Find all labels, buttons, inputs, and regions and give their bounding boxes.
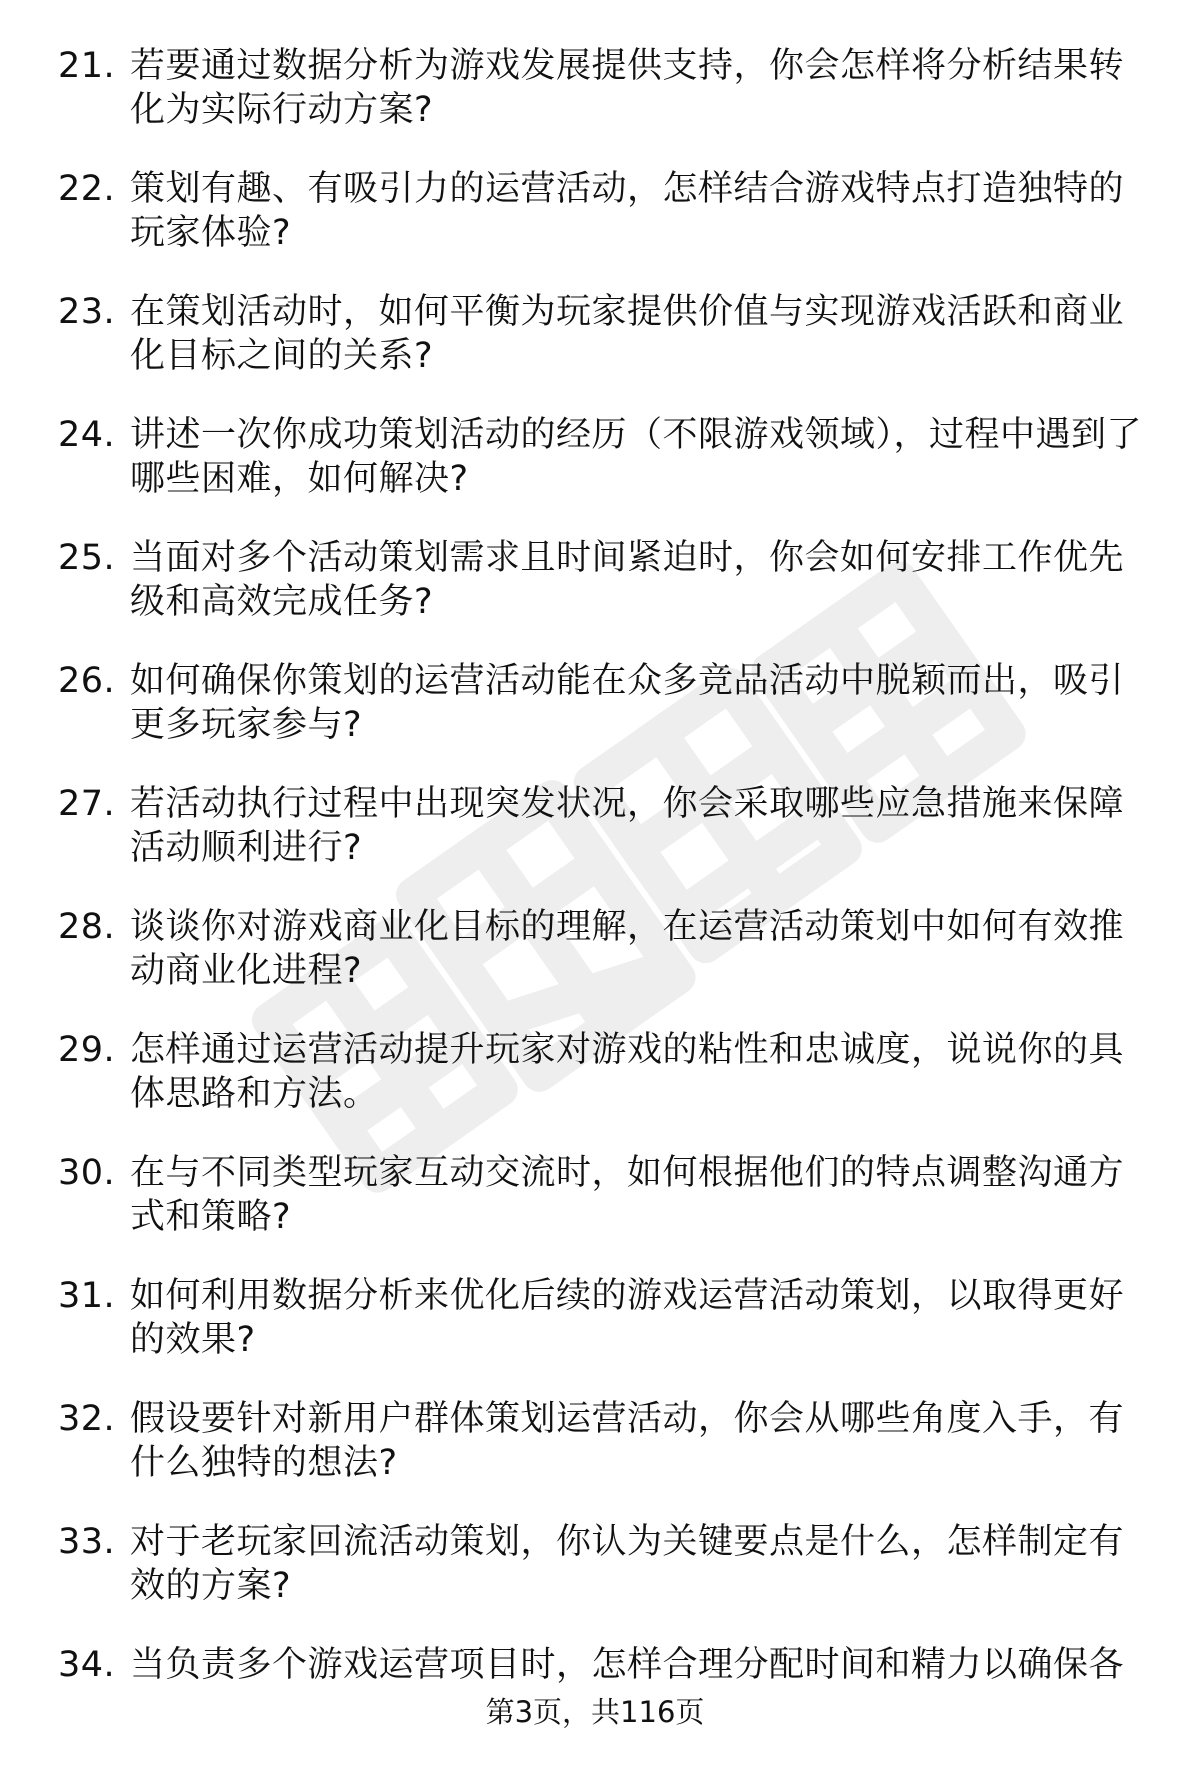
question-text: 如何确保你策划的运营活动能在众多竞品活动中脱颖而出，吸引更多玩家参与? <box>130 661 1125 745</box>
question-text: 谈谈你对游戏商业化目标的理解，在运营活动策划中如何有效推动商业化进程? <box>130 907 1125 991</box>
question-number: 22. <box>58 169 116 209</box>
question-text: 在与不同类型玩家互动交流时，如何根据他们的特点调整沟通方式和策略? <box>130 1153 1125 1237</box>
question-number: 21. <box>58 46 116 86</box>
question-text: 在策划活动时，如何平衡为玩家提供价值与实现游戏活跃和商业化目标之间的关系? <box>130 292 1125 376</box>
list-item <box>58 167 1148 255</box>
question-number: 25. <box>58 538 116 578</box>
list-item <box>58 1520 1148 1608</box>
question-text: 若活动执行过程中出现突发状况，你会采取哪些应急措施来保障活动顺利进行? <box>130 784 1125 868</box>
list-item <box>58 413 1148 501</box>
question-text: 对于老玩家回流活动策划，你认为关键要点是什么，怎样制定有效的方案? <box>130 1522 1125 1606</box>
question-number: 32. <box>58 1399 116 1439</box>
list-item <box>58 659 1148 747</box>
question-text: 若要通过数据分析为游戏发展提供支持，你会怎样将分析结果转化为实际行动方案? <box>130 46 1125 130</box>
question-text: 如何利用数据分析来优化后续的游戏运营活动策划，以取得更好的效果? <box>130 1276 1125 1360</box>
list-item <box>58 44 1148 132</box>
list-item <box>58 1151 1148 1239</box>
list-item <box>58 536 1148 624</box>
list-item <box>58 782 1148 870</box>
question-text: 讲述一次你成功策划活动的经历（不限游戏领域），过程中遇到了哪些困难，如何解决? <box>130 415 1143 499</box>
question-list <box>58 44 1148 1766</box>
question-number: 24. <box>58 415 116 455</box>
question-number: 27. <box>58 784 116 824</box>
question-text: 当负责多个游戏运营项目时，怎样合理分配时间和精力以确保各 <box>130 1645 1125 1685</box>
page-footer: 第3页，共116页 <box>485 1695 705 1729</box>
list-item <box>58 1028 1148 1116</box>
question-number: 29. <box>58 1030 116 1070</box>
question-number: 23. <box>58 292 116 332</box>
question-number: 31. <box>58 1276 116 1316</box>
list-item <box>58 1274 1148 1362</box>
question-number: 28. <box>58 907 116 947</box>
question-text: 当面对多个活动策划需求且时间紧迫时，你会如何安排工作优先级和高效完成任务? <box>130 538 1125 622</box>
question-text: 假设要针对新用户群体策划运营活动，你会从哪些角度入手，有什么独特的想法? <box>130 1399 1125 1483</box>
question-text: 策划有趣、有吸引力的运营活动，怎样结合游戏特点打造独特的玩家体验? <box>130 169 1125 253</box>
question-number: 26. <box>58 661 116 701</box>
list-item <box>58 290 1148 378</box>
list-item <box>58 1397 1148 1485</box>
question-number: 30. <box>58 1153 116 1193</box>
question-number: 34. <box>58 1645 116 1685</box>
question-number: 33. <box>58 1522 116 1562</box>
list-item <box>58 905 1148 993</box>
question-text: 怎样通过运营活动提升玩家对游戏的粘性和忠诚度，说说你的具体思路和方法。 <box>130 1030 1125 1114</box>
